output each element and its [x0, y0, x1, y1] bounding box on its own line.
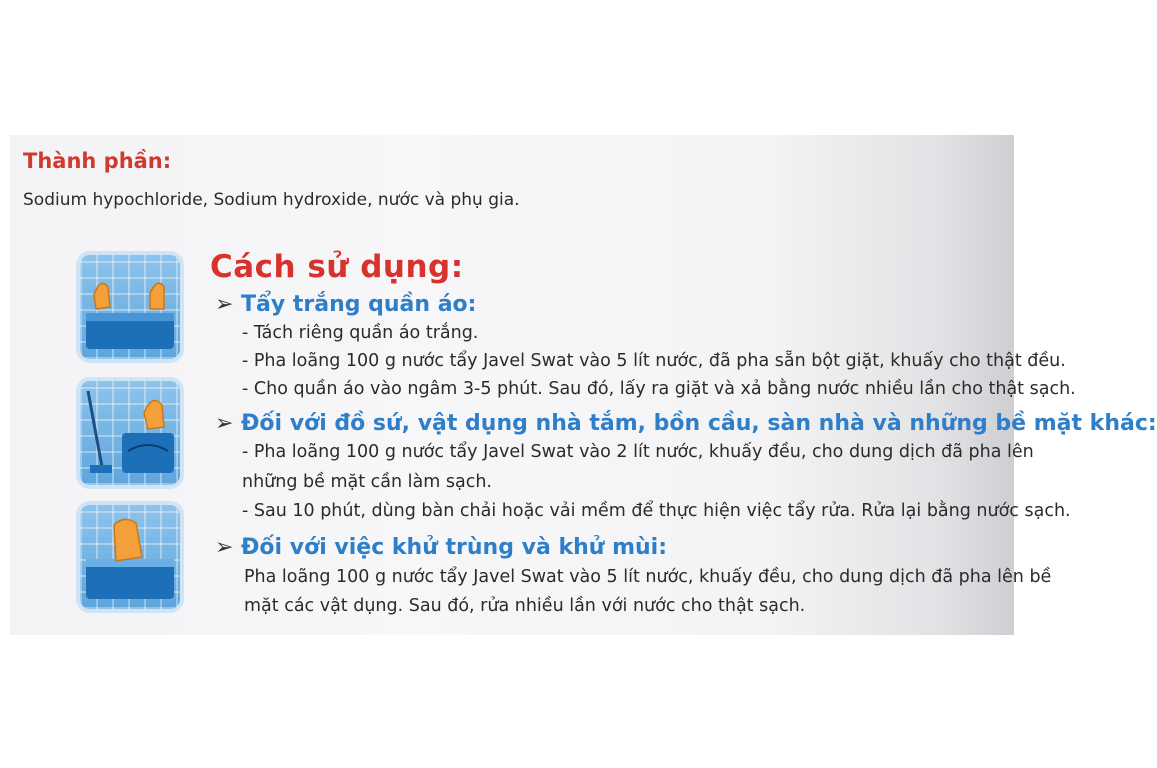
section-heading-disinfect — [215, 535, 667, 560]
arrow-bullet-icon: ➢ — [215, 292, 234, 317]
section-heading-text: Đối với việc khử trùng và khử mùi: — [241, 535, 668, 560]
usage-title: Cách sử dụng: — [210, 249, 464, 285]
body-line: mặt các vật dụng. Sau đó, rửa nhiều lần với nước cho thật sạch. — [244, 596, 806, 616]
body-line: những bề mặt cần làm sạch. — [242, 472, 492, 492]
body-line: - Pha loãng 100 g nước tẩy Javel Swat vào 2 lít nước, khuấy đều, cho dung dịch đã pha lên — [242, 442, 1034, 462]
body-line: - Pha loãng 100 g nước tẩy Javel Swat vào 5 lít nước, đã pha sẵn bột giặt, khuấy cho thật đều. — [242, 351, 1066, 371]
body-line: Pha loãng 100 g nước tẩy Javel Swat vào 5 lít nước, khuấy đều, cho dung dịch đã pha lên bề — [244, 567, 1052, 587]
body-line: - Cho quần áo vào ngâm 3-5 phút. Sau đó, lấy ra giặt và xả bằng nước nhiều lần cho thật sạch. — [242, 379, 1076, 399]
section-heading-laundry — [215, 292, 476, 317]
ingredients-title: Thành phần: — [23, 149, 172, 173]
body-line: - Tách riêng quần áo trắng. — [242, 323, 479, 343]
section-heading-text: Tẩy trắng quần áo: — [241, 292, 477, 317]
mop-and-bucket-icon — [76, 377, 184, 489]
section-heading-surfaces — [215, 411, 1157, 436]
ingredients-text: Sodium hypochloride, Sodium hydroxide, nước và phụ gia. — [23, 190, 520, 210]
hand-in-water-icon — [76, 501, 184, 613]
hands-in-basin-icon — [76, 251, 184, 363]
arrow-bullet-icon: ➢ — [215, 411, 234, 436]
body-line: - Sau 10 phút, dùng bàn chải hoặc vải mềm để thực hiện việc tẩy rửa. Rửa lại bằng nước sạch. — [242, 501, 1071, 521]
section-heading-text: Đối với đồ sứ, vật dụng nhà tắm, bồn cầu, sàn nhà và những bề mặt khác: — [241, 411, 1157, 436]
product-label — [10, 135, 1157, 635]
arrow-bullet-icon: ➢ — [215, 535, 234, 560]
